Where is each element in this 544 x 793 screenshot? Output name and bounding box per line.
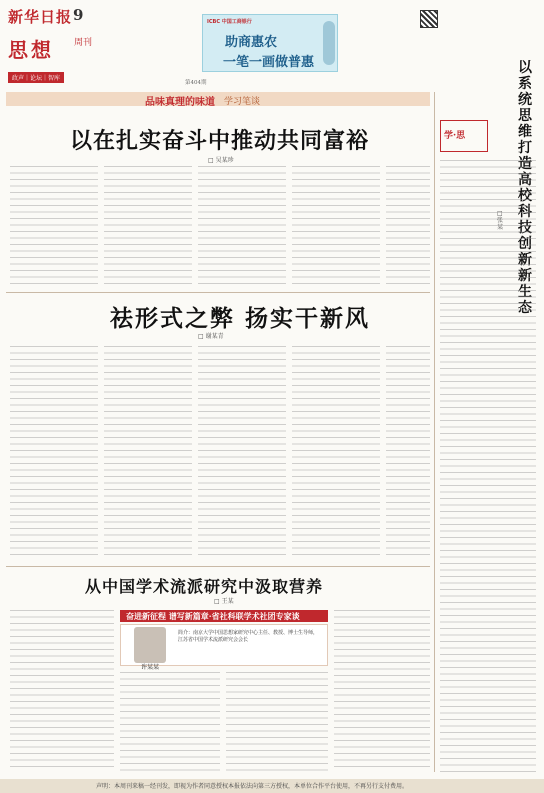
page-number: 9 <box>73 6 84 24</box>
paper-name: 新华日报 <box>8 8 73 26</box>
masthead <box>0 0 544 90</box>
advert-title: 助商惠农 <box>225 35 278 50</box>
issue-number: 第404期 <box>185 80 207 86</box>
band-byline: 学习笔谈 <box>224 97 261 107</box>
sidebar-title: 以系统思维打造高校科技创新新生态 <box>518 60 532 316</box>
divider <box>6 566 430 567</box>
qr-code-icon <box>420 10 438 28</box>
expert-name: 许某某 <box>141 664 160 671</box>
article3-column-1 <box>10 610 114 772</box>
article1-title: 以在扎实奋斗中推动共同富裕 <box>70 128 370 154</box>
footer-text: 声明：本周刊来稿一经刊发，即视为作者同意授权本报依法向第三方授权，本单位合作平台使用，不再另行支付费用。 <box>96 783 409 790</box>
column-title: 思想 <box>8 38 54 62</box>
article3-title: 从中国学术流派研究中汲取营养 <box>85 577 324 596</box>
article1-column-5 <box>386 166 430 288</box>
article1-column-4 <box>292 166 380 288</box>
article2-column-1 <box>10 346 98 560</box>
article2-column-2 <box>104 346 192 560</box>
band-banner <box>6 92 430 106</box>
article2-column-4 <box>292 346 380 560</box>
band-title: 品味真理的味道 <box>145 97 215 108</box>
advert-illustration <box>323 21 335 65</box>
sidebar-column-1 <box>440 160 536 772</box>
article1-author: □ 吴某珍 <box>208 157 234 164</box>
article2-column-5 <box>386 346 430 560</box>
article2-column-3 <box>198 346 286 560</box>
sidebar-author: □ 张某 <box>497 210 504 231</box>
article3-column-2 <box>120 672 220 772</box>
expert-bio: 简介：南京大学中国思想家研究中心主任、教授、博士生导师，江苏省中国学术流派研究会会长 <box>178 630 319 643</box>
column-subtitle: 周刊 <box>74 38 93 48</box>
learn-label: 学·思 <box>444 131 466 141</box>
article1-column-2 <box>104 166 192 288</box>
advert-slogan: 一笔一画做普惠 <box>223 55 315 70</box>
divider <box>434 92 435 772</box>
bank-advert <box>202 14 338 72</box>
article3-column-3 <box>226 672 328 772</box>
quote-title: 奋进新征程 谱写新篇章·省社科联学术社团专家谈 <box>126 611 300 621</box>
article3-column-4 <box>334 610 430 772</box>
article2-title: 祛形式之弊 扬实干新风 <box>110 305 371 332</box>
column-sections: 政声｜论坛｜智库 <box>8 72 64 83</box>
divider <box>6 292 430 293</box>
expert-portrait <box>134 627 166 663</box>
article1-column-3 <box>198 166 286 288</box>
article1-column-1 <box>10 166 98 288</box>
article3-author: □ 王某 <box>214 598 234 605</box>
article2-author: □ 谢某青 <box>198 333 224 340</box>
bank-logo: ICBC 中国工商银行 <box>207 19 252 25</box>
